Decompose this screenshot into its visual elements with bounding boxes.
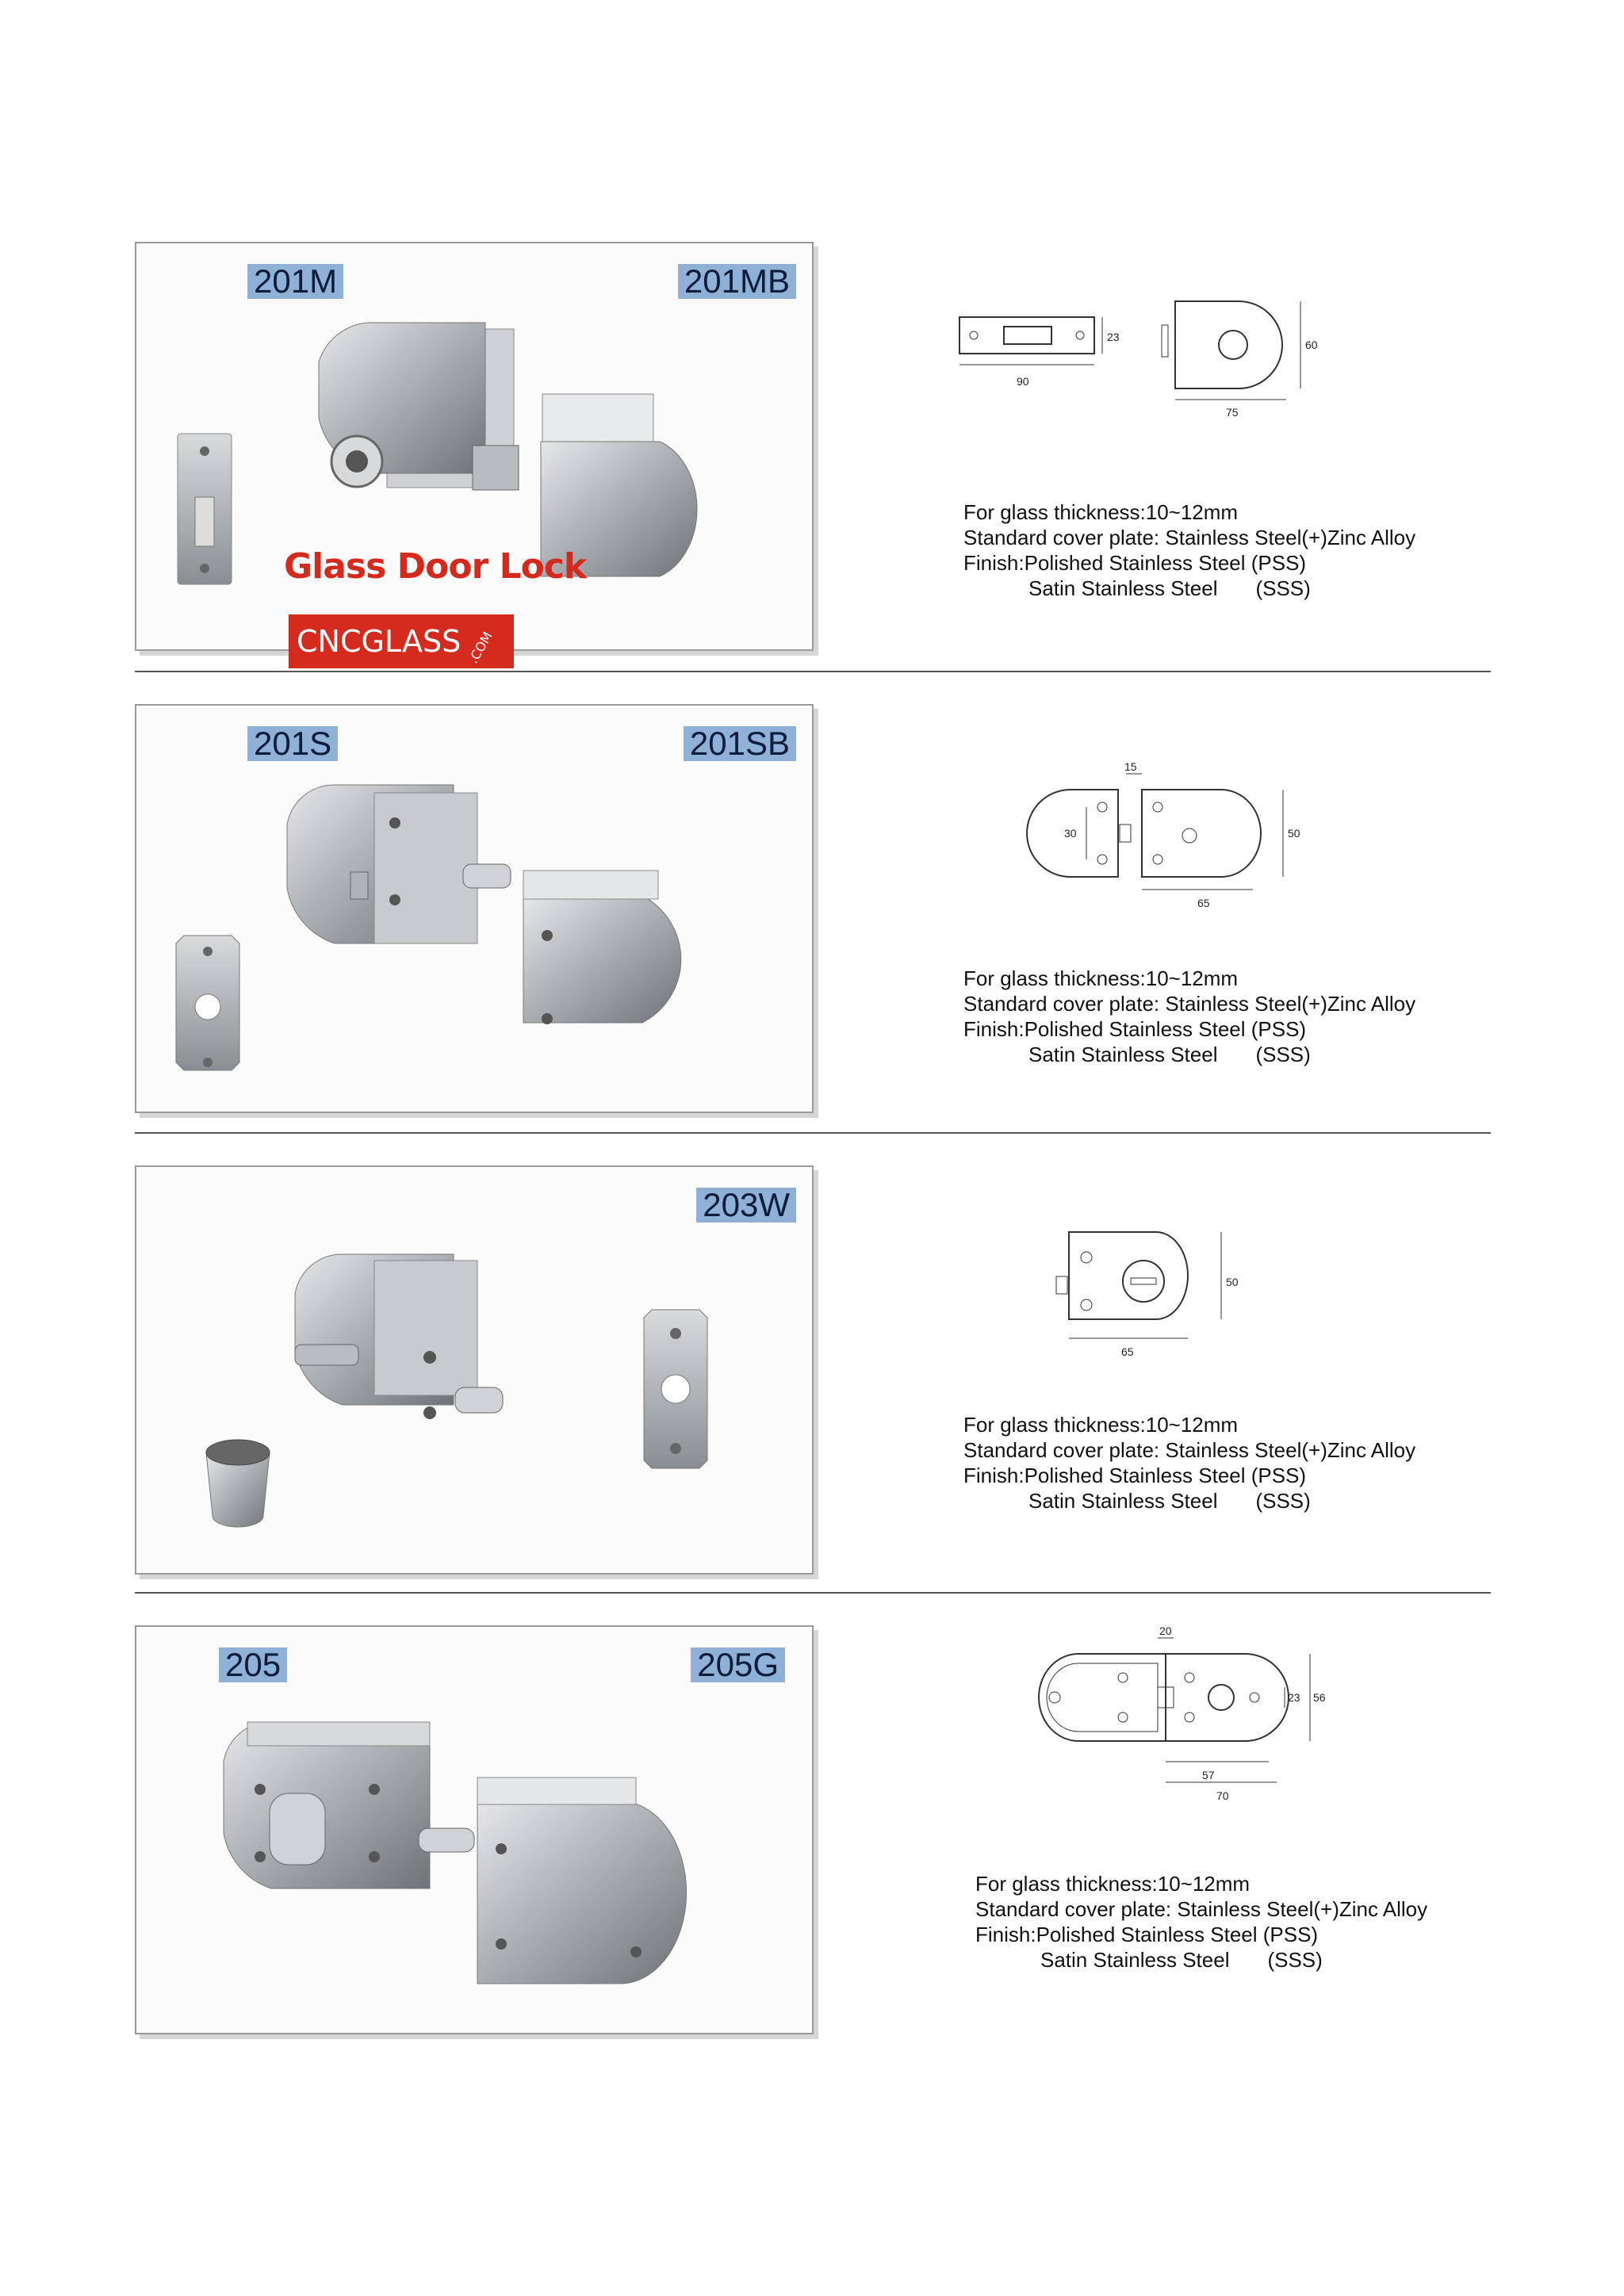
dimension-label: 75 bbox=[1226, 406, 1239, 419]
spec-glass-thickness: For glass thickness:10~12mm bbox=[963, 500, 1239, 524]
spec-satin: Satin Stainless Steel bbox=[1040, 1948, 1230, 1972]
spec-finish: Finish:Polished Stainless Steel (PSS) bbox=[975, 1923, 1319, 1946]
spec-block bbox=[963, 1412, 1415, 1513]
product-code-label: 201M bbox=[247, 264, 343, 299]
product-photo-frame bbox=[135, 1165, 814, 1575]
product-code-label: 201S bbox=[247, 726, 338, 761]
dimension-diagram-201s bbox=[999, 761, 1316, 920]
dimension-label: 20 bbox=[1159, 1625, 1172, 1637]
spec-cover-plate: Standard cover plate: Stainless Steel(+)Zinc Alloy bbox=[963, 1438, 1416, 1462]
spec-finish: Finish:Polished Stainless Steel (PSS) bbox=[963, 1017, 1307, 1041]
dimension-label: 57 bbox=[1202, 1769, 1215, 1781]
dimension-label: 15 bbox=[1124, 761, 1137, 773]
section-divider bbox=[135, 1132, 1491, 1134]
dimension-diagram-201m bbox=[952, 270, 1332, 428]
dimension-label: 60 bbox=[1305, 339, 1318, 351]
spec-block bbox=[975, 1871, 1427, 1973]
product-photo-frame bbox=[135, 704, 814, 1113]
dimension-label: 65 bbox=[1121, 1345, 1134, 1358]
dimension-label: 70 bbox=[1216, 1789, 1229, 1802]
spec-glass-thickness: For glass thickness:10~12mm bbox=[963, 966, 1239, 990]
dimension-label: 65 bbox=[1197, 897, 1210, 909]
spec-glass-thickness: For glass thickness:10~12mm bbox=[963, 1413, 1239, 1437]
dimension-label: 50 bbox=[1226, 1276, 1239, 1288]
spec-satin: Satin Stainless Steel bbox=[1028, 1489, 1218, 1513]
product-code-label-alt: 205G bbox=[691, 1647, 785, 1682]
glass-door-lock-photo bbox=[136, 243, 812, 649]
spec-sss: (SSS) bbox=[1255, 1043, 1311, 1066]
glass-door-lock-photo bbox=[136, 1627, 812, 2033]
product-photo-frame bbox=[135, 1625, 814, 2034]
product-code-label: 205 bbox=[219, 1647, 287, 1682]
spec-satin: Satin Stainless Steel bbox=[1028, 576, 1218, 600]
glass-door-lock-photo bbox=[136, 1167, 812, 1573]
dimension-label: 50 bbox=[1288, 827, 1300, 840]
dimension-label: 30 bbox=[1064, 827, 1077, 840]
spec-sss: (SSS) bbox=[1255, 576, 1311, 600]
section-divider bbox=[135, 671, 1491, 672]
dimension-diagram-203w bbox=[1055, 1213, 1293, 1364]
spec-cover-plate: Standard cover plate: Stainless Steel(+)Zinc Alloy bbox=[963, 526, 1416, 549]
spec-block bbox=[963, 499, 1415, 601]
spec-block bbox=[963, 966, 1415, 1067]
brand-title: Glass Door Lock bbox=[284, 546, 587, 587]
glass-door-lock-photo bbox=[136, 706, 812, 1112]
spec-finish: Finish:Polished Stainless Steel (PSS) bbox=[963, 1464, 1307, 1487]
spec-satin-line bbox=[963, 1488, 1415, 1513]
spec-cover-plate: Standard cover plate: Stainless Steel(+)Zinc Alloy bbox=[963, 992, 1416, 1016]
spec-satin-line bbox=[975, 1947, 1427, 1973]
spec-glass-thickness: For glass thickness:10~12mm bbox=[975, 1872, 1251, 1896]
product-code-label-alt: 201MB bbox=[678, 264, 796, 299]
section-divider bbox=[135, 1592, 1491, 1594]
spec-finish: Finish:Polished Stainless Steel (PSS) bbox=[963, 551, 1307, 575]
dimension-diagram-205 bbox=[1023, 1625, 1356, 1808]
spec-satin: Satin Stainless Steel bbox=[1028, 1043, 1218, 1066]
product-photo-frame bbox=[135, 242, 814, 666]
product-code-label: 203W bbox=[696, 1188, 796, 1223]
dimension-label: 23 bbox=[1288, 1691, 1300, 1704]
spec-satin-line bbox=[963, 576, 1415, 601]
spec-sss: (SSS) bbox=[1267, 1948, 1323, 1972]
spec-sss: (SSS) bbox=[1255, 1489, 1311, 1513]
dimension-label: 90 bbox=[1017, 375, 1029, 388]
dimension-label: 56 bbox=[1313, 1691, 1326, 1704]
spec-cover-plate: Standard cover plate: Stainless Steel(+)Zinc Alloy bbox=[975, 1897, 1428, 1921]
brand-logo-suffix: .COM bbox=[465, 629, 496, 666]
brand-logo-text: CNCGLASS bbox=[297, 624, 462, 659]
dimension-label: 23 bbox=[1107, 331, 1120, 343]
spec-satin-line bbox=[963, 1042, 1415, 1067]
brand-logo-badge bbox=[289, 614, 514, 668]
product-code-label-alt: 201SB bbox=[684, 726, 796, 761]
